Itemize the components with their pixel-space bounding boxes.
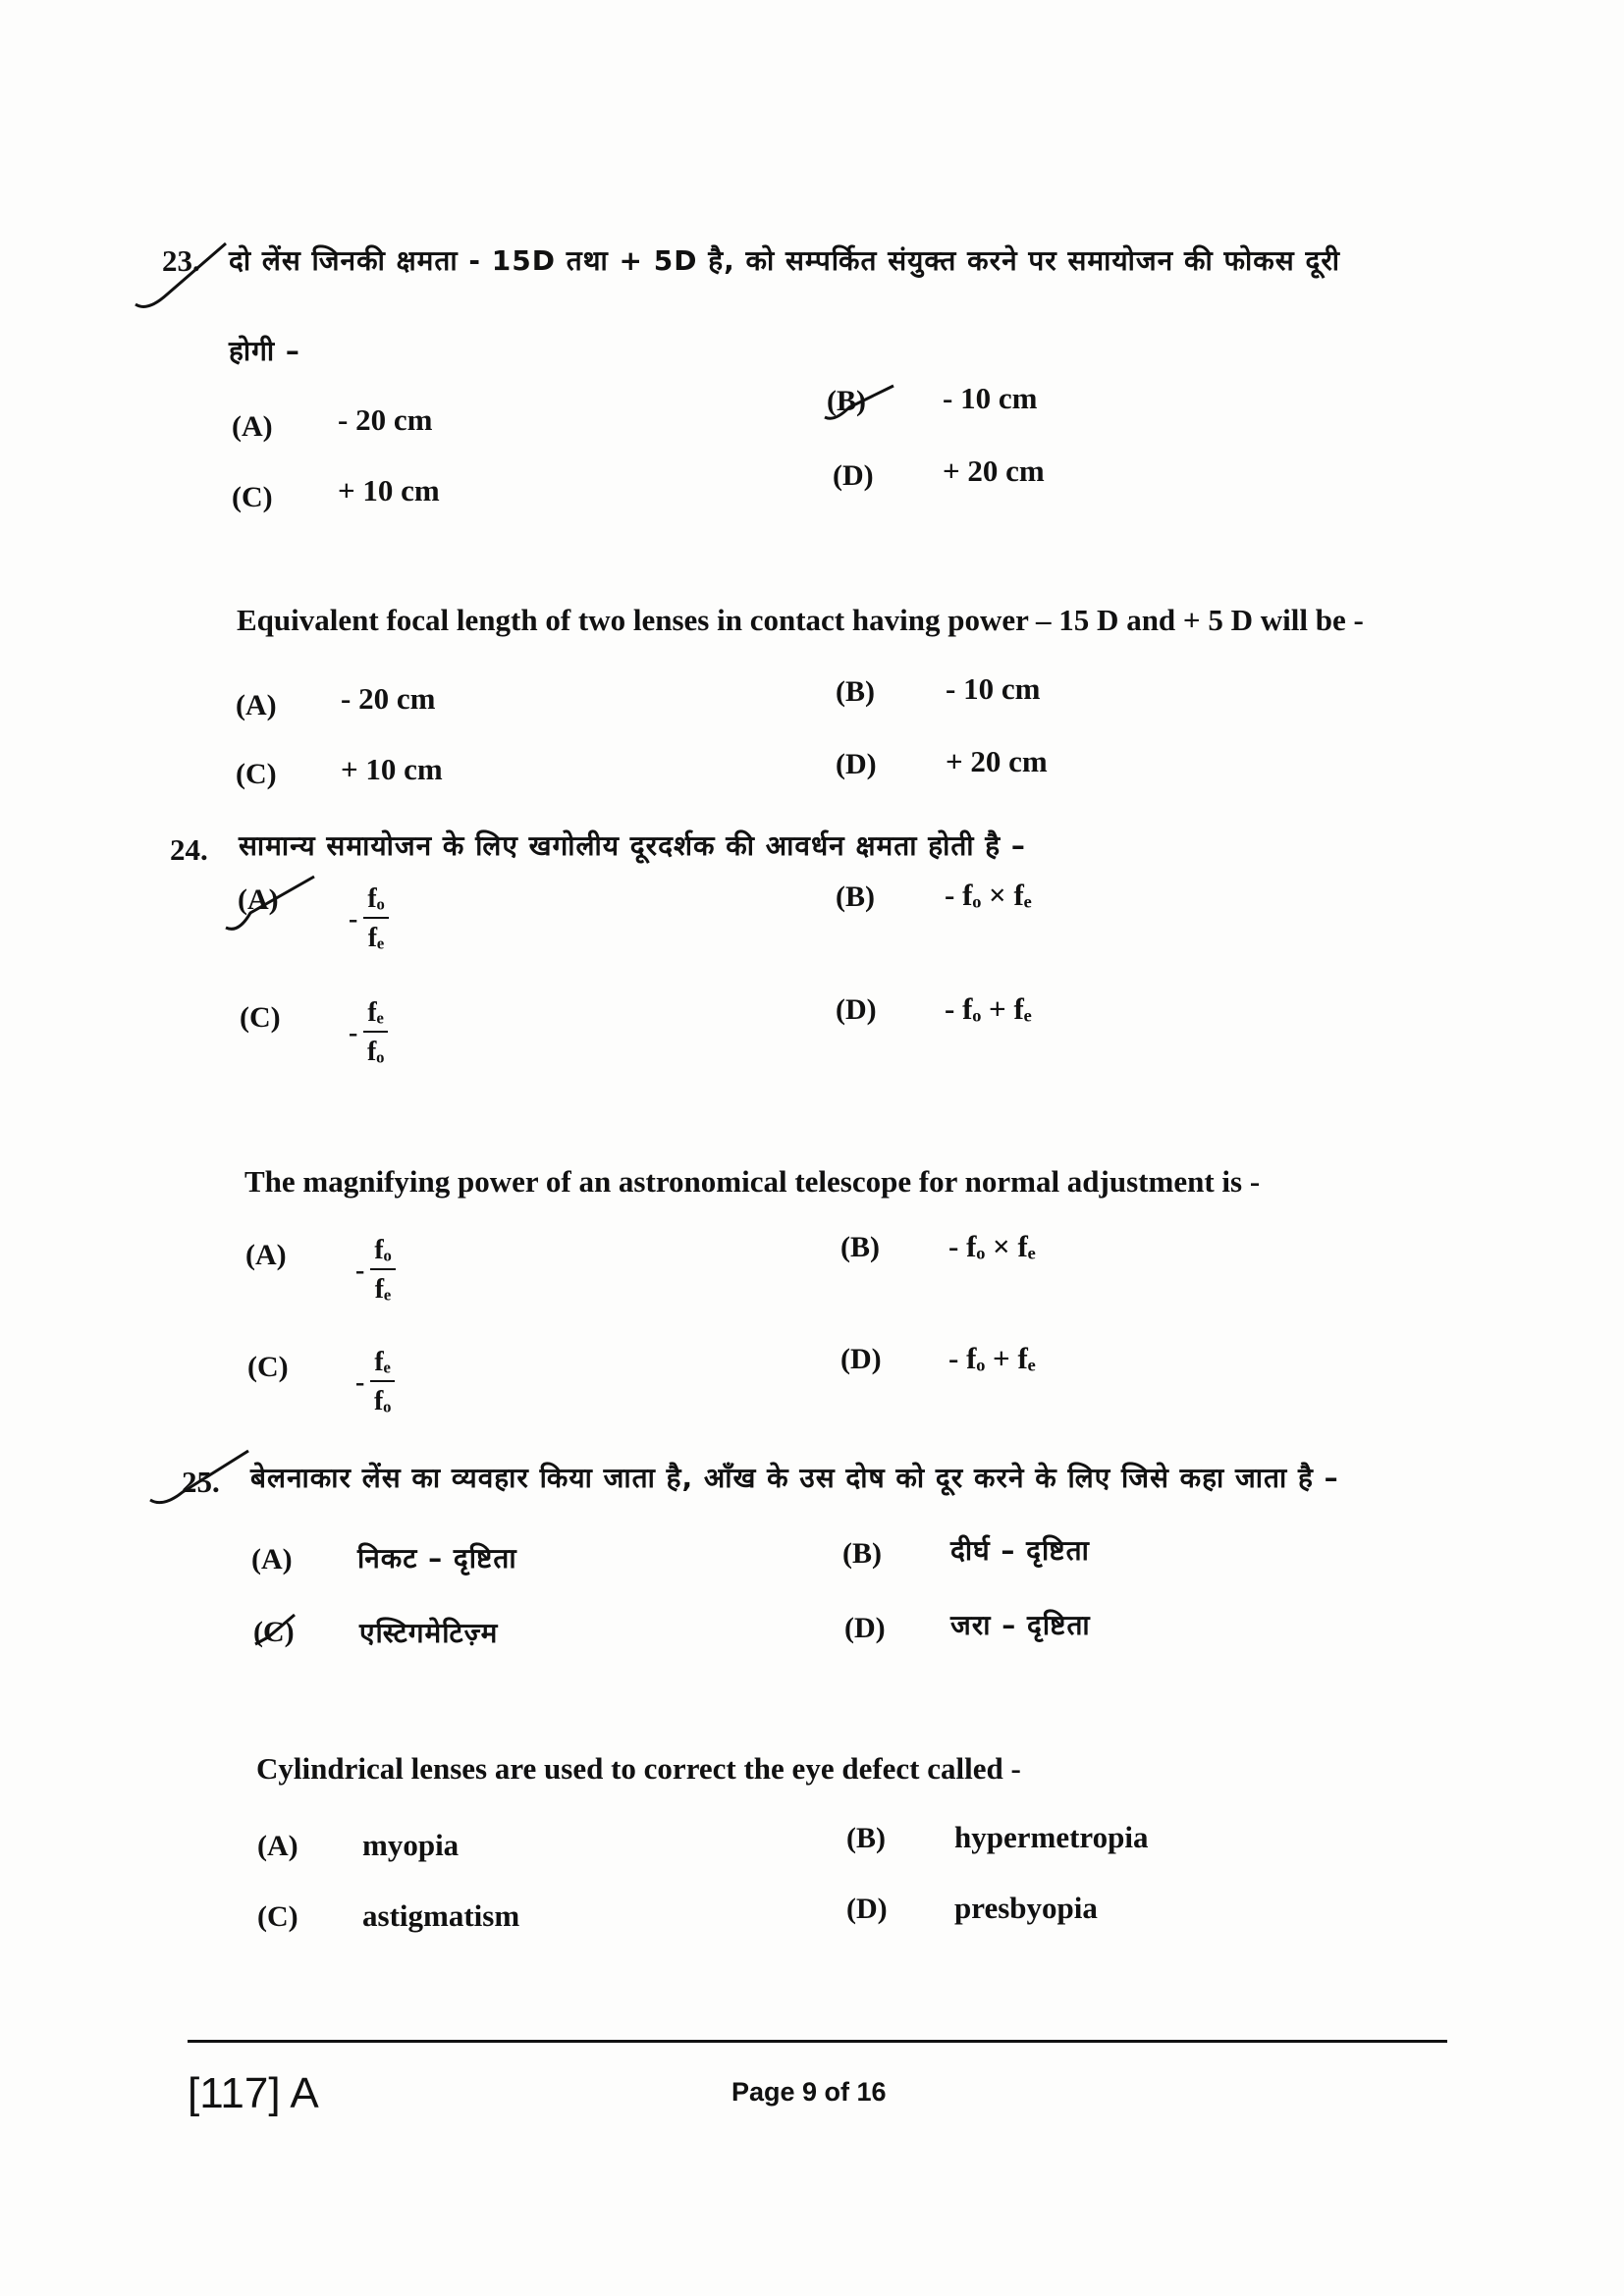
- fraction: - $\frac{\text{fₒ}}{\text{fₑ}}$: [355, 1233, 396, 1309]
- q24-number: 24.: [170, 832, 208, 867]
- option-label: (B): [836, 881, 875, 913]
- option-value: + 20 cm: [946, 744, 1048, 778]
- option-value: - 20 cm: [341, 681, 436, 716]
- option-value: एस्टिगमेटिज़्म: [359, 1617, 499, 1649]
- fraction: - $\frac{\text{fₑ}}{\text{fₒ}}$: [355, 1345, 395, 1421]
- option-value: + 20 cm: [943, 454, 1045, 488]
- option-label: (C): [257, 1900, 298, 1933]
- option-value: - 10 cm: [943, 381, 1038, 415]
- option-value: hypermetropia: [954, 1820, 1149, 1854]
- option-label: (B): [840, 1231, 880, 1263]
- option-value: - fₒ + fₑ: [945, 991, 1032, 1026]
- option-label: (A): [257, 1830, 298, 1862]
- fraction: - $\frac{\text{fₑ}}{\text{fₒ}}$: [349, 995, 388, 1072]
- option-label: (A): [232, 410, 273, 443]
- option-value: myopia: [362, 1828, 460, 1862]
- option-label: (A): [238, 883, 279, 916]
- option-label: (C): [236, 758, 277, 790]
- option-value: astigmatism: [362, 1898, 520, 1933]
- option-value: - 20 cm: [338, 402, 433, 437]
- option-value: - fₒ × fₑ: [945, 878, 1032, 912]
- option-label: (A): [251, 1543, 293, 1575]
- paper-code: [117] A: [188, 2069, 319, 2117]
- option-label: (D): [840, 1343, 882, 1375]
- handwritten-tick-icon: [250, 1610, 299, 1654]
- handwritten-tick-icon: [128, 236, 236, 314]
- option-label: (D): [846, 1893, 888, 1925]
- option-label: (C): [232, 481, 273, 513]
- option-label: (D): [833, 459, 874, 492]
- option-label: (B): [846, 1822, 886, 1854]
- handwritten-tick-icon: [820, 378, 898, 427]
- q23-english-text: Equivalent focal length of two lenses in contact having power – 15 D and + 5 D will be -: [237, 603, 1364, 637]
- footer-divider: [188, 2040, 1447, 2043]
- q25-hindi-text: बेलनाकार लेंस का व्यवहार किया जाता है, आँख के उस दोष को दूर करने के लिए जिसे कहा जाता है –: [250, 1462, 1339, 1494]
- q23-hindi-text-cont: होगी –: [229, 335, 300, 367]
- q25-english-text: Cylindrical lenses are used to correct the eye defect called -: [256, 1751, 1021, 1786]
- option-label: (B): [836, 675, 875, 708]
- q24-english-text: The magnifying power of an astronomical telescope for normal adjustment is -: [244, 1164, 1261, 1199]
- q25-number: 25.: [182, 1465, 220, 1499]
- handwritten-tick-icon: [145, 1443, 253, 1512]
- option-value: - fₒ × fₑ: [948, 1229, 1036, 1263]
- option-label: (B): [827, 385, 866, 417]
- option-label: (B): [842, 1537, 882, 1570]
- option-label: (A): [236, 689, 277, 721]
- option-label: (C): [240, 1001, 281, 1034]
- option-label: (D): [836, 993, 877, 1026]
- option-value: presbyopia: [954, 1891, 1098, 1925]
- fraction: - $\frac{\text{fₒ}}{\text{fₑ}}$: [349, 881, 389, 958]
- option-value: निकट – दृष्टिता: [357, 1542, 517, 1575]
- option-label: (A): [245, 1239, 287, 1271]
- option-value: + 10 cm: [338, 473, 440, 507]
- page-number: Page 9 of 16: [731, 2077, 887, 2107]
- handwritten-tick-icon: [221, 869, 319, 937]
- q23-hindi-text: दो लेंस जिनकी क्षमता - 15D तथा + 5D है, को सम्पर्कित संयुक्त करने पर समायोजन की फोकस दूरी: [229, 244, 1341, 277]
- option-label: (D): [844, 1612, 886, 1644]
- q23-number: 23.: [162, 243, 200, 278]
- option-value: जरा – दृष्टिता: [950, 1609, 1091, 1641]
- option-value: दीर्घ – दृष्टिता: [950, 1534, 1090, 1567]
- option-value: + 10 cm: [341, 752, 443, 786]
- option-value: - fₒ + fₑ: [948, 1341, 1036, 1375]
- option-label: (C): [253, 1616, 295, 1648]
- q24-hindi-text: सामान्य समायोजन के लिए खगोलीय दूरदर्शक की आवर्धन क्षमता होती है –: [239, 829, 1026, 862]
- option-value: - 10 cm: [946, 671, 1041, 706]
- option-label: (D): [836, 748, 877, 780]
- option-label: (C): [247, 1351, 289, 1383]
